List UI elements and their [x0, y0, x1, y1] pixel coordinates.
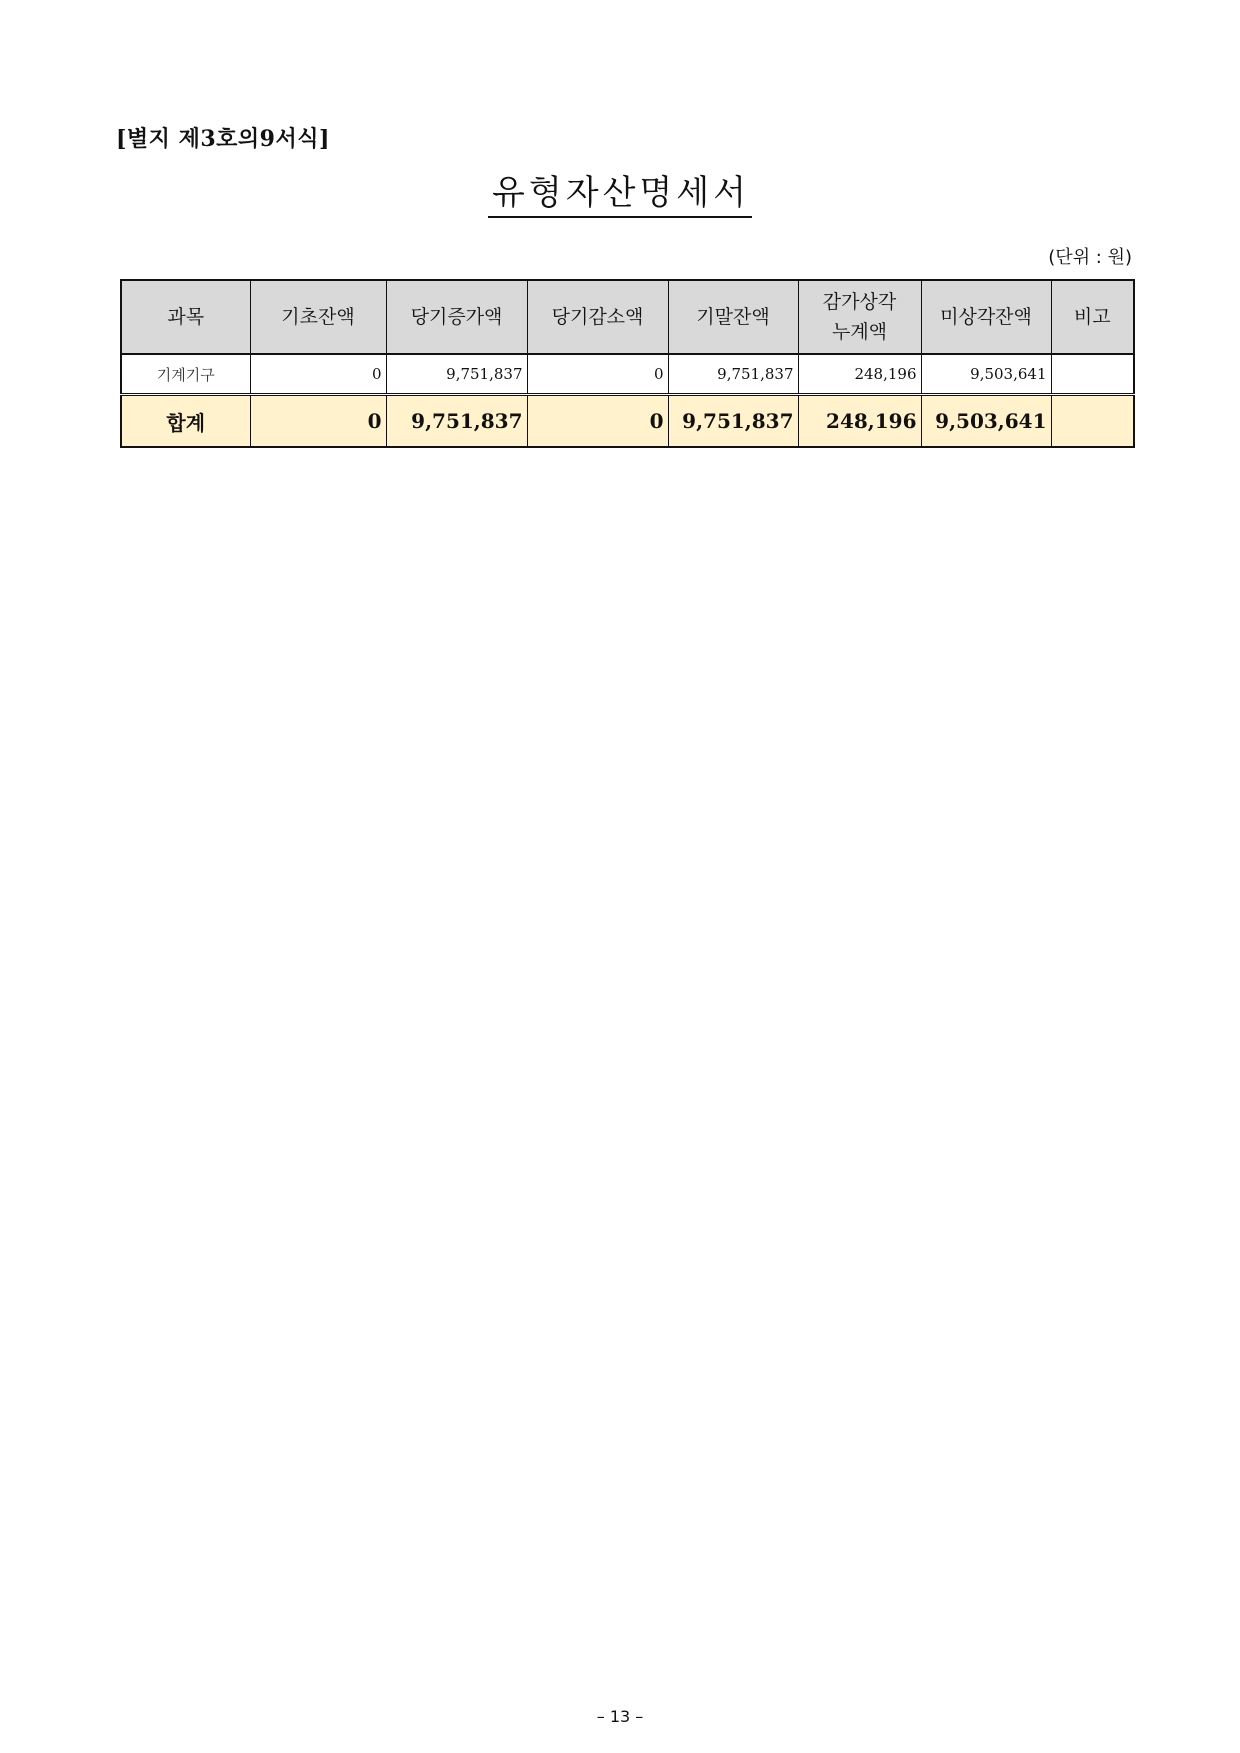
form-reference: [별지 제3호의9서식]: [116, 126, 330, 152]
page-number: – 13 –: [596, 1707, 644, 1726]
header-row: [121, 280, 1134, 354]
cell-undepreciated-balance: 9,503,641: [921, 354, 1051, 395]
total-undepreciated-balance: 9,503,641: [921, 395, 1051, 448]
cell-closing-balance: 9,751,837: [668, 354, 798, 395]
total-row: [121, 395, 1134, 448]
unit-note: (단위 : 원): [1048, 247, 1132, 268]
table-row: [121, 354, 1134, 395]
cell-increase: 9,751,837: [386, 354, 527, 395]
document-title-wrap: [0, 165, 1240, 218]
cell-decrease: 0: [527, 354, 668, 395]
total-increase: 9,751,837: [386, 395, 527, 448]
total-accumulated-depreciation: 248,196: [798, 395, 921, 448]
header-undepreciated-balance: 미상각잔액: [921, 280, 1051, 354]
cell-accumulated-depreciation: 248,196: [798, 354, 921, 395]
cell-account: 기계기구: [121, 354, 250, 395]
cell-opening-balance: 0: [250, 354, 386, 395]
total-decrease: 0: [527, 395, 668, 448]
header-accumulated-depreciation: 감가상각 누계액: [798, 280, 921, 354]
total-remarks: [1051, 395, 1134, 448]
header-increase: 당기증가액: [386, 280, 527, 354]
header-decrease: 당기감소액: [527, 280, 668, 354]
header-opening-balance: 기초잔액: [250, 280, 386, 354]
header-remarks: 비고: [1051, 280, 1134, 354]
cell-remarks: [1051, 354, 1134, 395]
header-closing-balance: 기말잔액: [668, 280, 798, 354]
header-account: 과목: [121, 280, 250, 354]
tangible-assets-table: [120, 279, 1135, 448]
document-title: 유형자산명세서: [488, 165, 752, 218]
total-opening-balance: 0: [250, 395, 386, 448]
total-closing-balance: 9,751,837: [668, 395, 798, 448]
total-label: 합계: [121, 395, 250, 448]
